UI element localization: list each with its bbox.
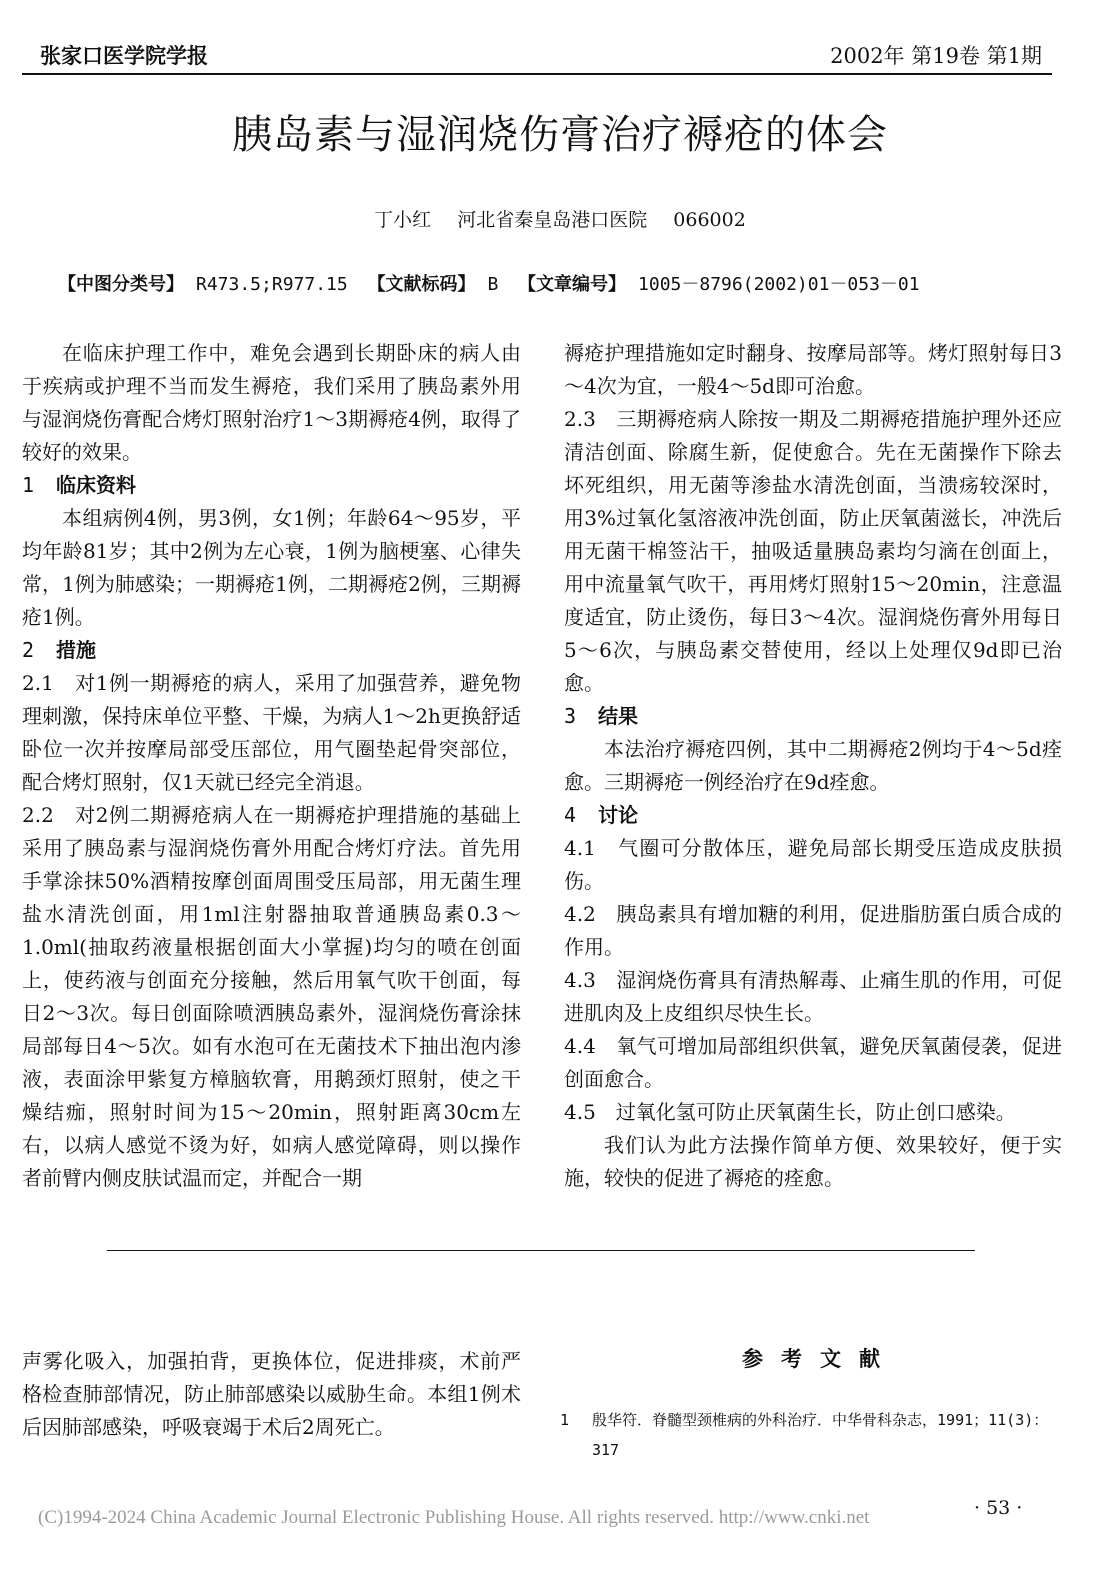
subsection-2-2-continued: 褥疮护理措施如定时翻身、按摩局部等。烤灯照射每日3～4次为宜，一般4～5d即可治愈。: [564, 341, 1062, 398]
article-title: 胰岛素与湿润烧伤膏治疗褥疮的体会: [232, 112, 888, 158]
section-4-heading: [564, 799, 1062, 832]
postcode: 066002: [673, 209, 746, 231]
article-no-label: 【文章编号】: [518, 274, 627, 295]
doc-code-value: B: [487, 274, 499, 295]
subsection-2-2: 2.2 对2例二期褥疮病人在一期褥疮护理措施的基础上采用了胰岛素与湿润烧伤膏外用配合烤灯疗法。首先用手掌涂抹50%酒精按摩创面周围受压局部，用无菌生理盐水清洗创面，用1ml注射器抽取普通胰岛素0.3～1.0ml(抽取药液量根据创面大小掌握)均匀的喷在创面上，使药液与创面充分接触，然后用氧气吹干创面，每日2～3次。每日创面除喷洒胰岛素外，湿润烧伤膏涂抹局部每日4～5次。如有水泡可在无菌技术下抽出泡内渗液，表面涂甲紫复方樟脑软膏，用鹅颈灯照射，使之干燥结痂，照射时间为15～20min，照射距离30cm左右，以病人感觉不烫为好，如病人感觉障碍，则以操作者前臂内侧皮肤试温而定，并配合一期: [22, 803, 521, 1190]
byline: [0, 205, 1120, 232]
section-3-paragraph: 本法治疗褥疮四例，其中二期褥疮2例均于4～5d痊愈。三期褥疮一例经治疗在9d痊愈。: [564, 737, 1062, 794]
left-column: [22, 337, 521, 1195]
article-no-value: 1005－8796(2002)01－053－01: [638, 274, 920, 295]
article-divider: [107, 1250, 975, 1251]
reference-number: 1: [560, 1411, 570, 1429]
issue-info: 2002年 第19卷 第1期: [830, 44, 1042, 68]
header-rule: [22, 73, 1052, 75]
section-3-number: 3: [564, 704, 577, 728]
section-2-number: 2: [22, 638, 35, 662]
section-2-title: 措施: [56, 638, 96, 662]
continuation-paragraph: [22, 1345, 521, 1444]
subsection-4-2: 4.2 胰岛素具有增加糖的利用，促进脂肪蛋白质合成的作用。: [564, 902, 1062, 959]
section-3-heading: [564, 700, 1062, 733]
subsection-2-3: 2.3 三期褥疮病人除按一期及二期褥疮措施护理外还应清洁创面、除腐生新，促使愈合。先在无菌操作下除去坏死组织，用无菌等渗盐水清洗创面，当溃疡较深时，用3%过氧化氢溶液冲洗创面，防止厌氧菌滋长，冲洗后用无菌干棉签沾干，抽吸适量胰岛素均匀滴在创面上，用中流量氧气吹干，再用烤灯照射15～20min，注意温度适宜，防止烫伤，每日3～4次。湿润烧伤膏外用每日5～6次，与胰岛素交替使用，经以上处理仅9d即已治愈。: [564, 407, 1062, 695]
affiliation: 河北省秦皇岛港口医院: [457, 209, 648, 231]
section-1-number: 1: [22, 473, 35, 497]
section-1-title: 临床资料: [56, 473, 136, 497]
section-1-heading: [22, 469, 521, 502]
right-column: [564, 337, 1062, 1195]
journal-name: 张家口医学院学报: [40, 44, 208, 68]
section-4-number: 4: [564, 803, 577, 827]
subsection-2-1: 2.1 对1例一期褥疮的病人，采用了加强营养，避免物理刺激，保持床单位平整、干燥，为病人1～2h更换舒适卧位一次并按摩局部受压部位，用气圈垫起骨突部位，配合烤灯照射，仅1天就已经完全消退。: [22, 671, 521, 794]
section-3-title: 结果: [598, 704, 638, 728]
subsection-4-5: 4.5 过氧化氢可防止厌氧菌生长，防止创口感染。: [564, 1100, 1016, 1124]
section-2-heading: [22, 634, 521, 667]
author: 丁小红: [374, 209, 432, 231]
references-heading: 参考文献: [742, 1347, 898, 1371]
page-number: · 53 ·: [974, 1497, 1023, 1519]
clc-value: R473.5;R977.15: [196, 274, 348, 295]
subsection-4-1: 4.1 气圈可分散体压，避免局部长期受压造成皮肤损伤。: [564, 836, 1062, 893]
doc-code-label: 【文献标码】: [367, 274, 476, 295]
clc-label: 【中图分类号】: [58, 274, 184, 295]
continuation-text: 声雾化吸入，加强拍背，更换体位，促进排痰，术前严格检查肺部情况，防止肺部感染以威胁生命。本组1例术后因肺部感染，呼吸衰竭于术后2周死亡。: [22, 1349, 521, 1439]
intro-paragraph: 在临床护理工作中，难免会遇到长期卧床的病人由于疾病或护理不当而发生褥疮，我们采用了胰岛素外用与湿润烧伤膏配合烤灯照射治疗1～3期褥疮4例，取得了较好的效果。: [22, 341, 521, 464]
section-1-paragraph: 本组病例4例，男3例，女1例；年龄64～95岁，平均年龄81岁；其中2例为左心衰，1例为脑梗塞、心律失常，1例为肺感染；一期褥疮1例，二期褥疮2例，三期褥疮1例。: [22, 506, 521, 629]
closing-paragraph: 我们认为此方法操作简单方便、效果较好，便于实施，较快的促进了褥疮的痊愈。: [564, 1133, 1062, 1190]
copyright-watermark: (C)1994-2024 China Academic Journal Electronic Publishing House. All rights reserved. http://www.cnki.net: [38, 1507, 870, 1528]
subsection-4-3: 4.3 湿润烧伤膏具有清热解毒、止痛生肌的作用，可促进肌肉及上皮组织尽快生长。: [564, 968, 1062, 1025]
subsection-4-4: 4.4 氧气可增加局部组织供氧，避免厌氧菌侵袭，促进创面愈合。: [564, 1034, 1062, 1091]
section-4-title: 讨论: [598, 803, 638, 827]
article-metadata: [58, 270, 934, 296]
reference-text: 殷华符．脊髓型颈椎病的外科治疗．中华骨科杂志，1991；11(3)：317: [592, 1411, 1049, 1459]
reference-item: [560, 1405, 1060, 1465]
